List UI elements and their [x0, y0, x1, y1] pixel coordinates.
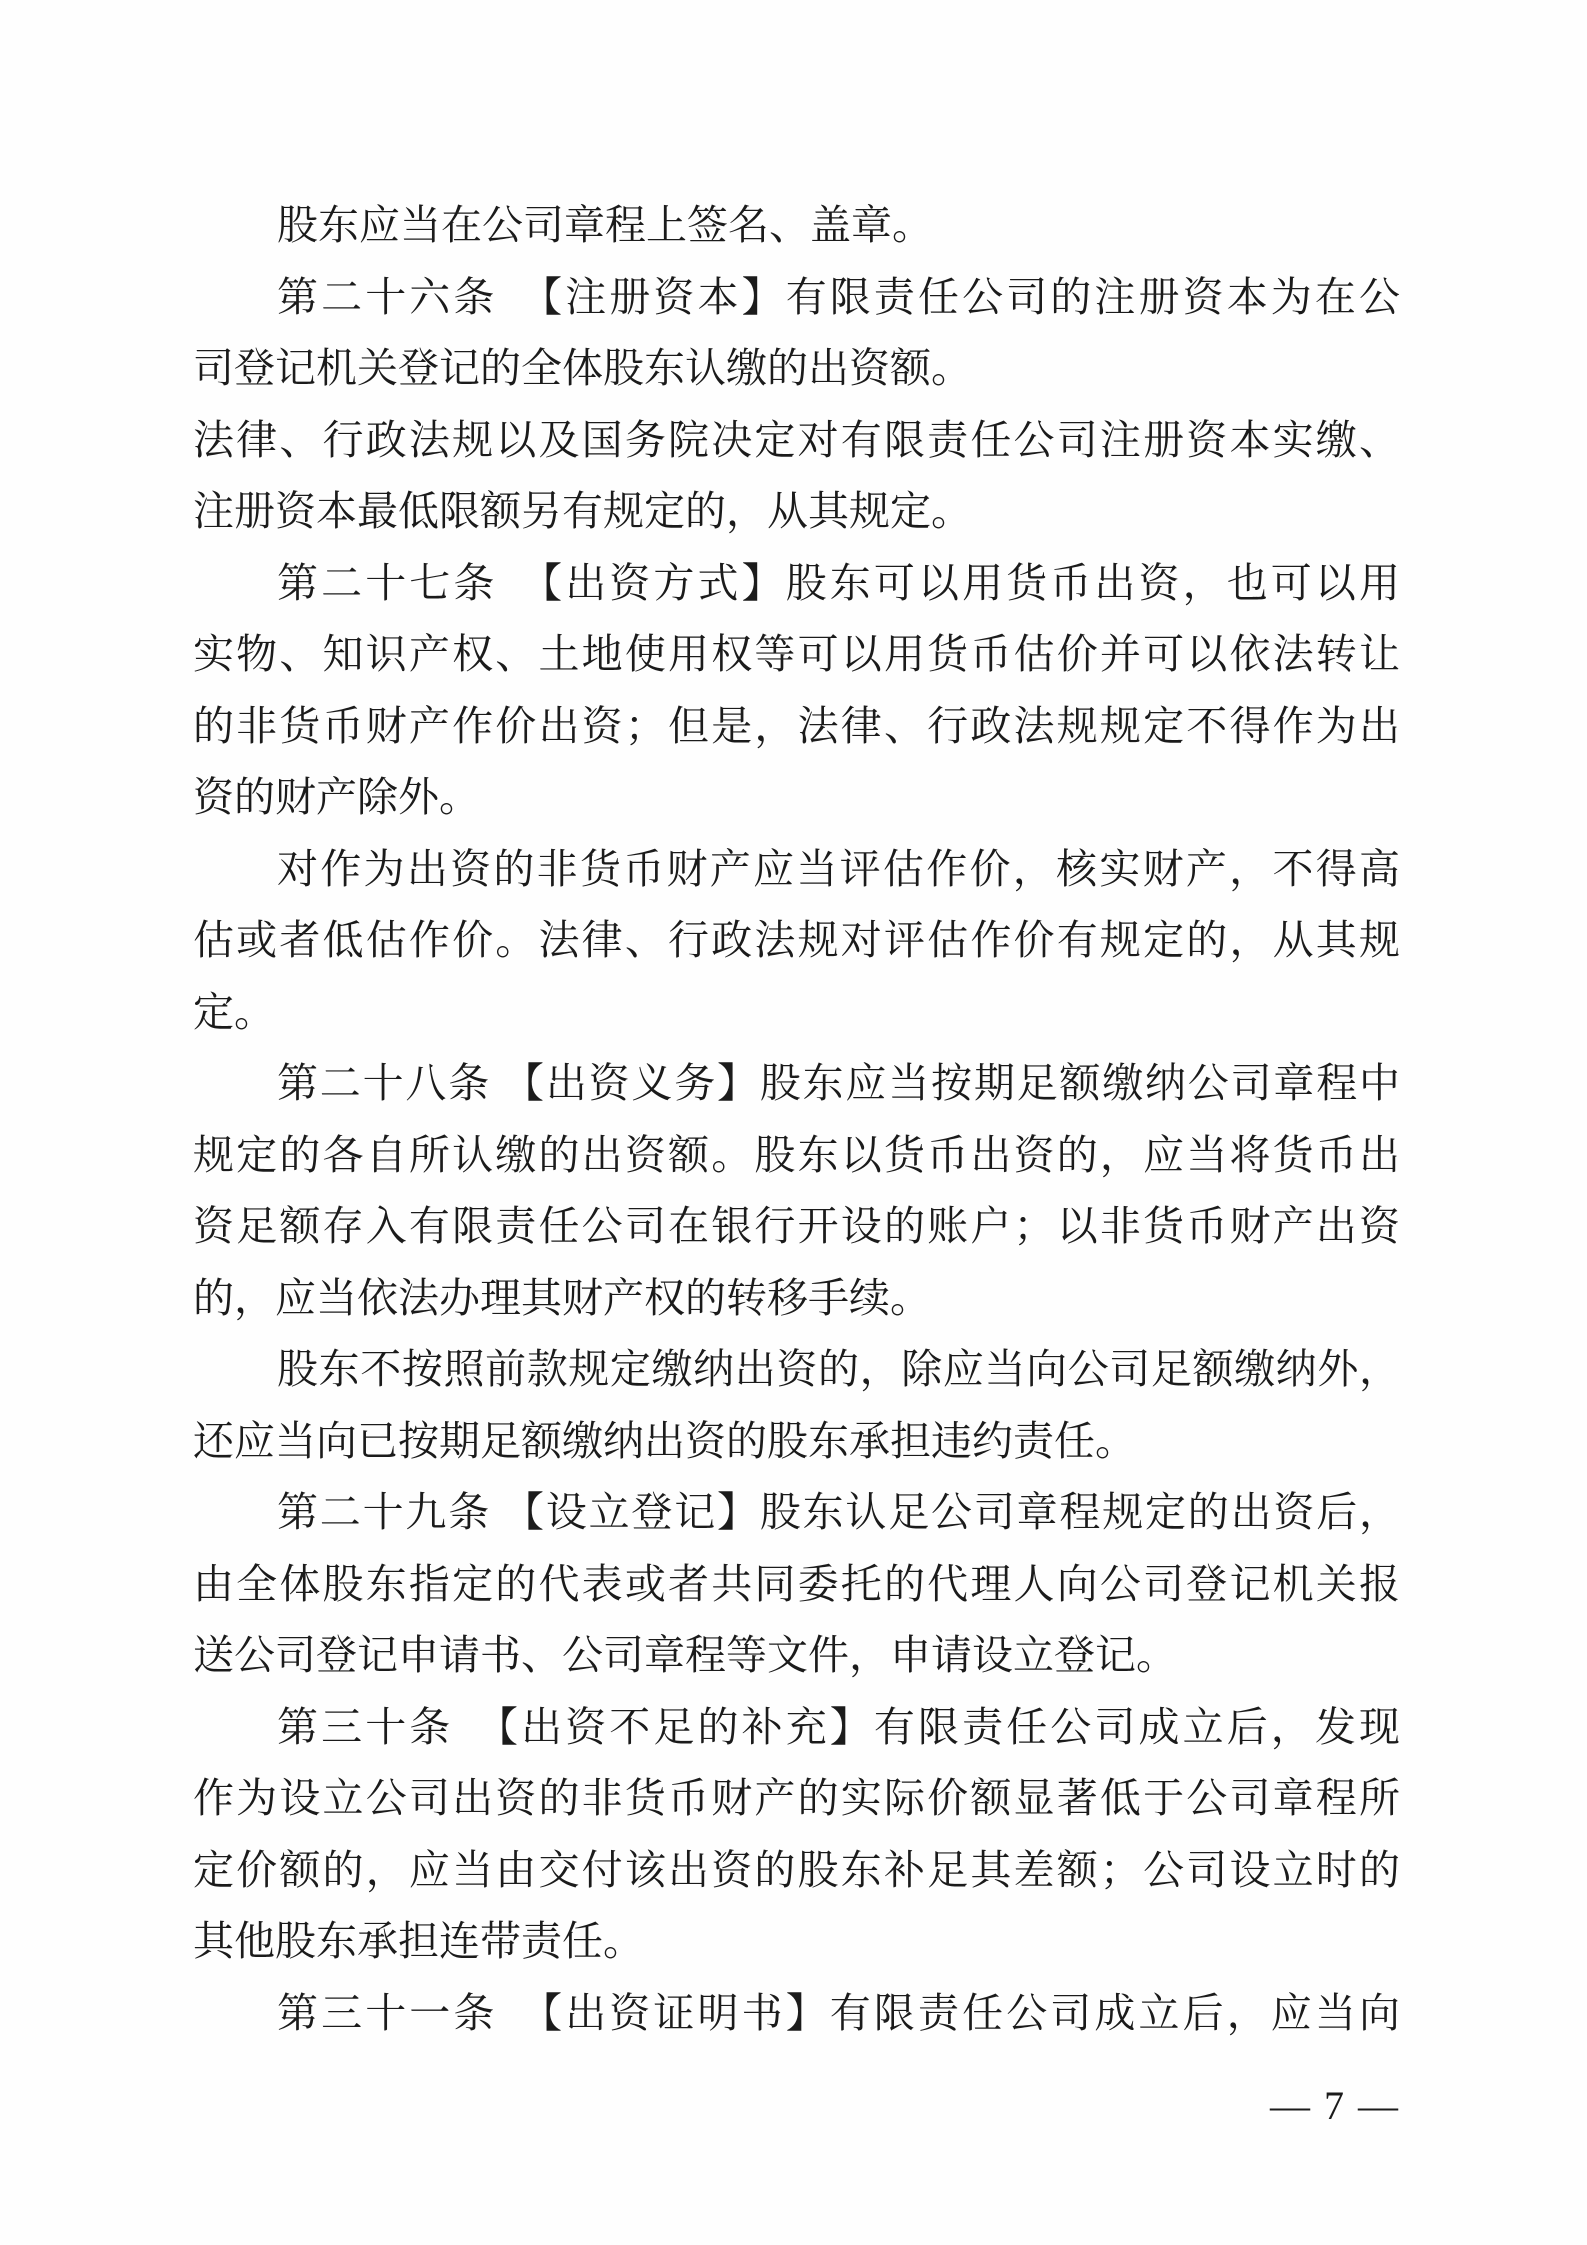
text-line: 其他股东承担连带责任。	[193, 1918, 644, 1964]
text-line: 资的财产除外。	[193, 774, 480, 820]
text-line: 送公司登记申请书、公司章程等文件，申请设立登记。	[193, 1632, 1177, 1678]
text-line: 第二十七条 【出资方式】股东可以用货币出资，也可以用	[277, 559, 1400, 606]
text-line: 第二十九条 【设立登记】股东认足公司章程规定的出资后，	[277, 1489, 1400, 1535]
text-line: 股东应当在公司章程上签名、盖章。	[277, 202, 933, 248]
text-line: 作为设立公司出资的非货币财产的实际价额显著低于公司章程所	[193, 1775, 1400, 1821]
text-line: 法律、行政法规以及国务院决定对有限责任公司注册资本实缴、	[193, 416, 1400, 463]
text-line: 第二十八条 【出资义务】股东应当按期足额缴纳公司章程中	[277, 1060, 1400, 1106]
text-line: 司登记机关登记的全体股东认缴的出资额。	[193, 345, 972, 391]
text-line: 由全体股东指定的代表或者共同委托的代理人向公司登记机关报	[193, 1560, 1400, 1607]
text-line: 规定的各自所认缴的出资额。股东以货币出资的，应当将货币出	[193, 1131, 1400, 1178]
text-line: 定。	[193, 988, 275, 1035]
text-line: 的，应当依法办理其财产权的转移手续。	[193, 1274, 931, 1321]
text-body	[193, 190, 1400, 2049]
text-line: 实物、知识产权、土地使用权等可以用货币估价并可以依法转让	[193, 631, 1400, 677]
text-line: 资足额存入有限责任公司在银行开设的账户；以非货币财产出资	[193, 1203, 1400, 1249]
text-line: 还应当向已按期足额缴纳出资的股东承担违约责任。	[193, 1417, 1136, 1464]
text-line: 第三十一条 【出资证明书】有限责任公司成立后，应当向	[277, 1989, 1400, 2036]
text-line: 定价额的，应当由交付该出资的股东补足其差额；公司设立时的	[193, 1846, 1400, 1893]
text-line: 对作为出资的非货币财产应当评估作价，核实财产，不得高	[277, 845, 1400, 892]
text-line: 注册资本最低限额另有规定的，从其规定。	[193, 488, 972, 534]
text-line: 第二十六条 【注册资本】有限责任公司的注册资本为在公	[277, 273, 1400, 320]
text-line: 股东不按照前款规定缴纳出资的，除应当向公司足额缴纳外，	[277, 1346, 1400, 1392]
text-line: 的非货币财产作价出资；但是，法律、行政法规规定不得作为出	[193, 702, 1400, 749]
text-line: 第三十条 【出资不足的补充】有限责任公司成立后，发现	[277, 1703, 1400, 1750]
page-number: — 7 —	[1270, 2083, 1400, 2128]
text-line: 估或者低估作价。法律、行政法规对评估作价有规定的，从其规	[193, 917, 1400, 963]
